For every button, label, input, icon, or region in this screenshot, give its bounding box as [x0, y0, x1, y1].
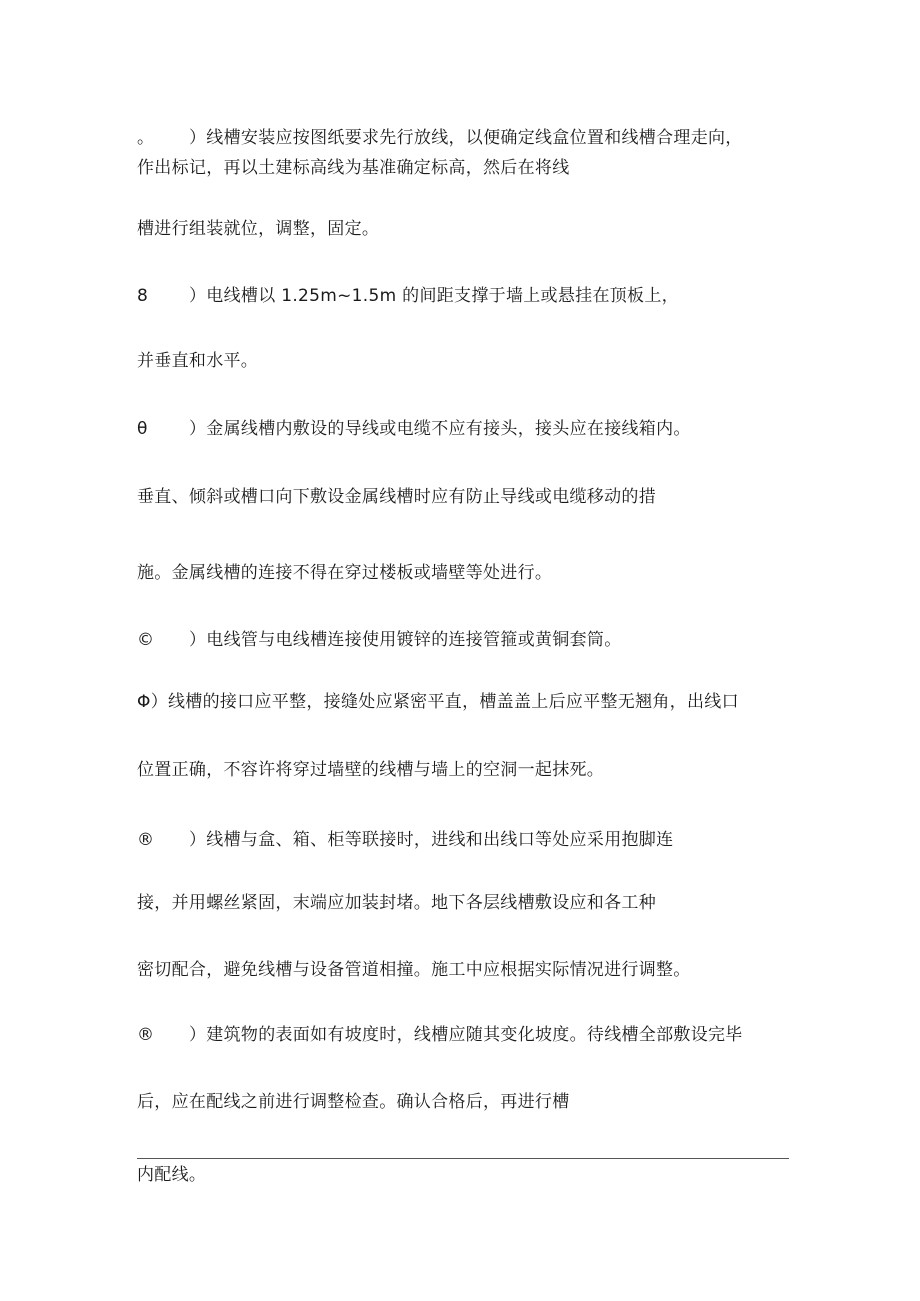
item-1-text-1: ）线槽安装应按图纸要求先行放线，以便确定线盒位置和线槽合理走向，	[189, 128, 743, 148]
item-7-line-1	[137, 1024, 743, 1046]
item-5-line-1	[137, 691, 739, 713]
item-7-line-3: 内配线。	[137, 1165, 207, 1185]
item-1-line-3: 槽进行组装就位，调整，固定。	[137, 219, 380, 239]
item-3-text-1: ）金属线槽内敷设的导线或电缆不应有接头，接头应在接线箱内。	[189, 419, 691, 439]
item-5-text-1: ）线槽的接口应平整，接缝处应紧密平直，槽盖盖上后应平整无翘角，出线口	[150, 692, 739, 712]
item-4-line-1	[137, 629, 622, 651]
item-2-text-1: ）电线槽以 1.25m~1.5m 的间距支撑于墙上或悬挂在顶板上，	[189, 286, 679, 306]
item-1-line-1	[137, 127, 743, 149]
item-1-line-2: 作出标记，再以土建标高线为基准确定标高，然后在将线	[137, 158, 570, 178]
item-4-marker: ©	[137, 630, 155, 650]
item-6-marker: ®	[137, 830, 155, 850]
item-3-line-3: 施。金属线槽的连接不得在穿过楼板或墙壁等处进行。	[137, 563, 553, 583]
item-5-line-2: 位置正确，不容许将穿过墙壁的线槽与墙上的空洞一起抹死。	[137, 760, 605, 780]
item-7-text-1: ）建筑物的表面如有坡度时，线槽应随其变化坡度。待线槽全部敷设完毕	[189, 1025, 743, 1045]
item-2-marker: 8	[137, 286, 149, 306]
item-6-line-2: 接，并用螺丝紧固，末端应加装封堵。地下各层线槽敷设应和各工种	[137, 893, 656, 913]
item-6-line-1	[137, 829, 673, 851]
item-6-text-1: ）线槽与盒、箱、柜等联接时，进线和出线口等处应采用抱脚连	[189, 830, 674, 850]
item-4-text-1: ）电线管与电线槽连接使用镀锌的连接管箍或黄铜套筒。	[189, 630, 622, 650]
item-3-marker: θ	[137, 419, 148, 439]
item-6-line-3: 密切配合，避免线槽与设备管道相撞。施工中应根据实际情况进行调整。	[137, 960, 691, 980]
item-2-line-1	[137, 285, 679, 307]
item-1-marker: 。	[137, 128, 155, 148]
item-3-line-2: 垂直、倾斜或槽口向下敷设金属线槽时应有防止导线或电缆移动的措	[137, 487, 656, 507]
item-2-line-2: 并垂直和水平。	[137, 351, 259, 371]
item-3-line-1	[137, 418, 691, 440]
item-5-marker: Φ	[137, 692, 151, 712]
footer-divider	[137, 1158, 789, 1159]
item-7-line-2: 后，应在配线之前进行调整检查。确认合格后，再进行槽	[137, 1092, 570, 1112]
item-7-marker: ®	[137, 1025, 155, 1045]
